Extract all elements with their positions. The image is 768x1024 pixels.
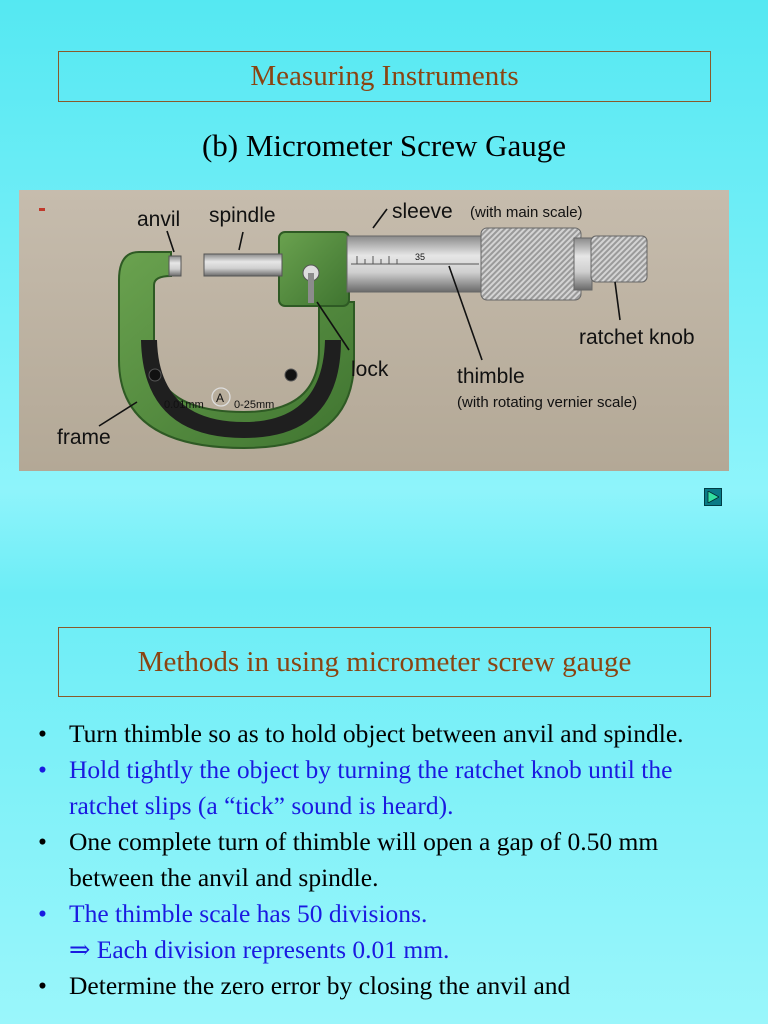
- list-item-subline: ⇒ Each division represents 0.01 mm.: [69, 935, 450, 964]
- frame-marking-left: 0.01mm: [164, 399, 204, 411]
- list-item-text: Determine the zero error by closing the anvil and: [69, 971, 571, 1000]
- thimble-scale-reading: 35: [415, 252, 426, 262]
- list-item: [38, 896, 738, 968]
- list-item: [38, 968, 738, 1004]
- frame-marking-right: 0-25mm: [234, 399, 275, 411]
- label-thimble-note: (with rotating vernier scale): [457, 394, 638, 411]
- bullet-icon: •: [38, 755, 47, 784]
- section-title: Methods in using micrometer screw gauge: [58, 627, 711, 697]
- label-sleeve: sleeve: [392, 200, 453, 223]
- list-item-text: Hold tightly the object by turning the ratchet knob until the ratchet slips (a “tick” sound is heard).: [69, 755, 673, 820]
- list-item: [38, 824, 738, 896]
- list-item-text: The thimble scale has 50 divisions.: [69, 899, 428, 928]
- ratchet-knob-shape: [591, 236, 647, 282]
- spindle-shape: [204, 254, 282, 276]
- frame-logo: A: [216, 391, 225, 405]
- play-triangle-icon: [707, 491, 719, 503]
- thimble-shape: [481, 228, 581, 300]
- list-item: [38, 752, 738, 824]
- label-sleeve-note: (with main scale): [470, 204, 583, 221]
- label-spindle: spindle: [209, 204, 276, 227]
- next-slide-button[interactable]: [704, 488, 722, 506]
- micrometer-photo: [19, 190, 729, 471]
- list-item-text: One complete turn of thimble will open a gap of 0.50 mm between the anvil and spindle.: [69, 827, 659, 892]
- label-anvil: anvil: [137, 208, 181, 231]
- label-frame: frame: [57, 426, 111, 449]
- bullet-icon: •: [38, 899, 47, 928]
- label-ratchet-knob: ratchet knob: [579, 326, 695, 349]
- label-thimble: thimble: [457, 365, 525, 388]
- anvil-shape: [169, 256, 181, 276]
- bullet-icon: •: [38, 971, 47, 1000]
- label-lock: lock: [351, 358, 389, 381]
- list-item-text: Turn thimble so as to hold object between anvil and spindle.: [69, 719, 684, 748]
- bullet-icon: •: [38, 827, 47, 856]
- list-item: [38, 716, 738, 752]
- slide-title: Measuring Instruments: [58, 51, 711, 102]
- method-list: [38, 716, 738, 1004]
- bullet-icon: •: [38, 719, 47, 748]
- slide-subtitle: (b) Micrometer Screw Gauge: [201, 128, 567, 163]
